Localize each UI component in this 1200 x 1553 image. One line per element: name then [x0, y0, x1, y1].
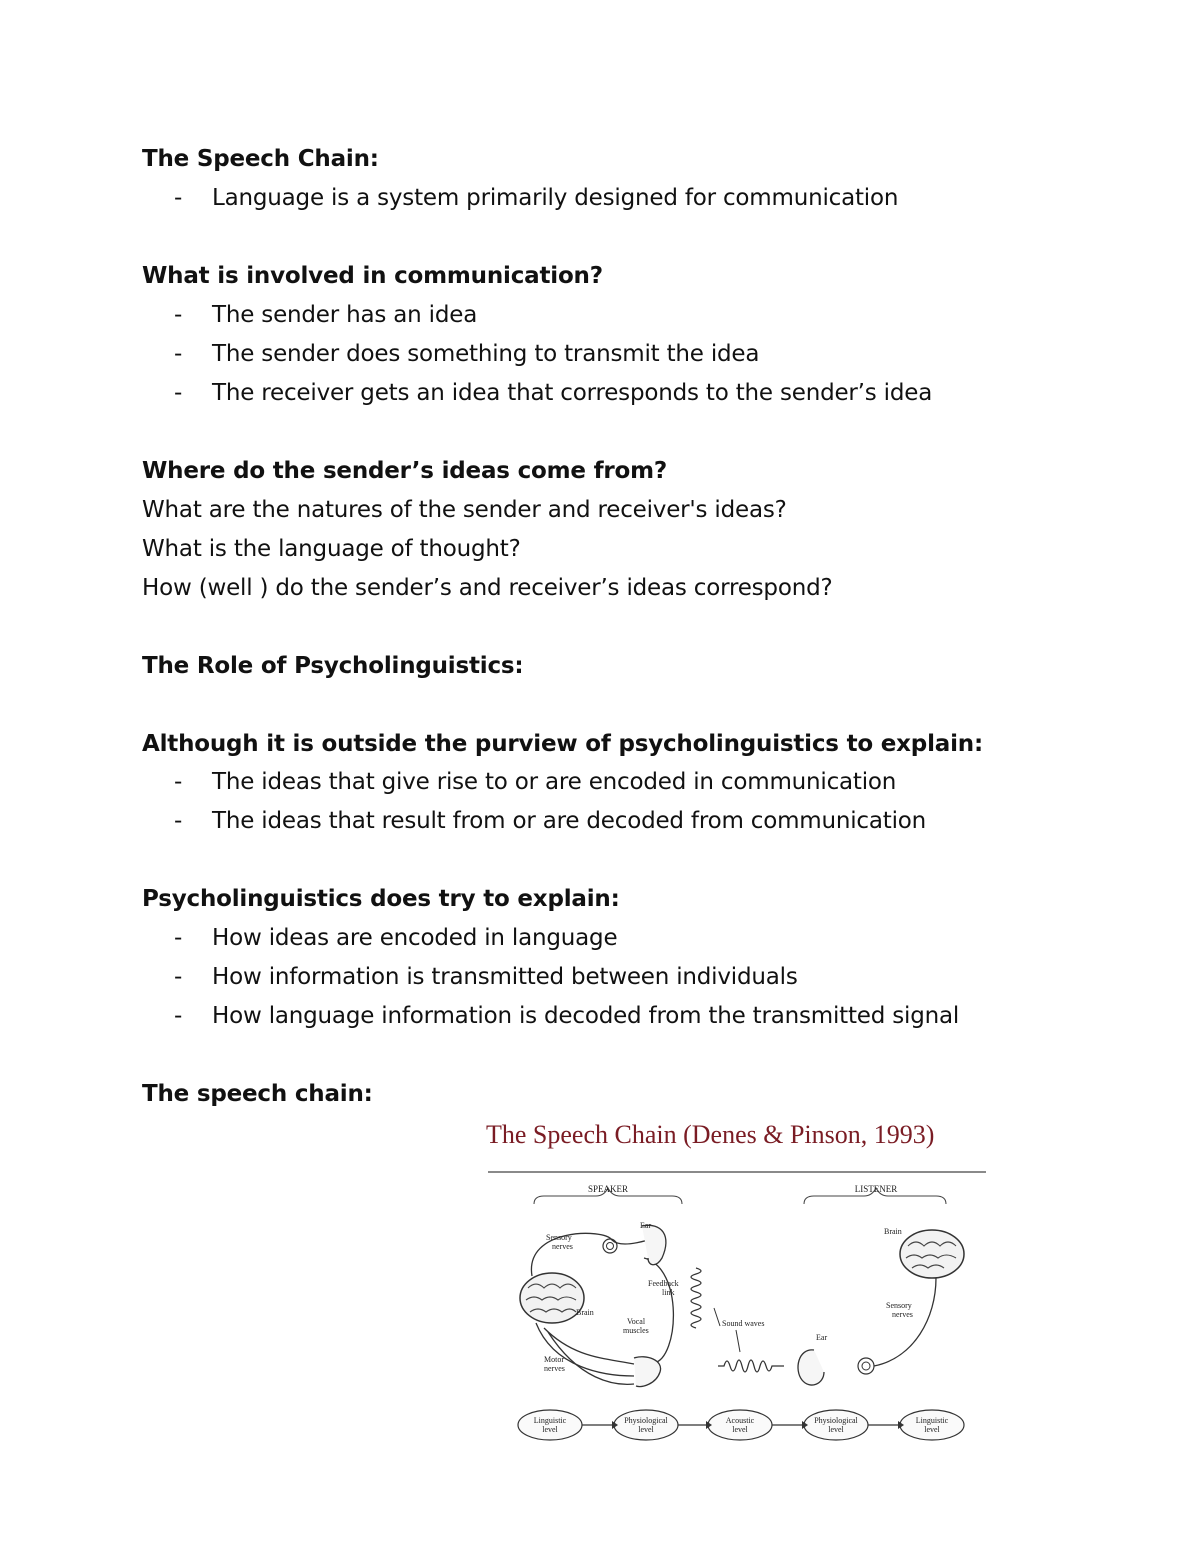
list-item-text: The sender has an idea — [212, 302, 478, 328]
bullet-dash: - — [174, 380, 183, 406]
vocal-label-1: Vocal — [627, 1317, 646, 1326]
listener-label: LISTENER — [854, 1184, 898, 1194]
vocal-label-2: muscles — [623, 1326, 649, 1335]
outside-heading: Although it is outside the purview of psycholinguistics to explain: — [142, 731, 983, 757]
bullet-dash: - — [174, 769, 183, 795]
brain-label: Brain — [884, 1227, 902, 1236]
role-heading: The Role of Psycholinguistics: — [142, 653, 524, 679]
sensory-label-1: Sensory — [886, 1301, 912, 1310]
sound-wave — [718, 1360, 784, 1372]
listener-brain-icon — [900, 1230, 964, 1278]
bullet-dash: - — [174, 302, 183, 328]
sensory-label-1: Sensory — [546, 1233, 572, 1242]
ear-label: Ear — [640, 1221, 652, 1230]
list-item-text: How information is transmitted between individuals — [212, 964, 798, 990]
bullet-dash: - — [174, 1003, 183, 1029]
listener-sensory-path — [874, 1278, 936, 1366]
bullet-dash: - — [174, 341, 183, 367]
sound-pointer-1 — [714, 1308, 720, 1326]
question-line: What is the language of thought? — [142, 536, 521, 562]
question-line: What are the natures of the sender and receiver's ideas? — [142, 497, 787, 523]
question-line: How (well ) do the sender’s and receiver’s ideas correspond? — [142, 575, 833, 601]
explain-heading: Psycholinguistics does try to explain: — [142, 886, 620, 912]
list-item-text: Language is a system primarily designed for communication — [212, 185, 899, 211]
list-item-text: The sender does something to transmit the idea — [212, 341, 760, 367]
speaker-mouth-icon — [634, 1357, 661, 1387]
list-item — [174, 806, 926, 836]
list-item-text: How ideas are encoded in language — [212, 925, 618, 951]
level-label: level — [732, 1425, 748, 1434]
level-label: level — [542, 1425, 558, 1434]
list-item-text: The receiver gets an idea that corresponds to the sender’s idea — [212, 380, 933, 406]
list-item-text: How language information is decoded from the transmitted signal — [212, 1003, 960, 1029]
bullet-dash: - — [174, 925, 183, 951]
level-label: Linguistic — [915, 1416, 949, 1425]
list-item-text: The ideas that result from or are decoded from communication — [212, 808, 927, 834]
speech-chain-heading: The Speech Chain: — [142, 146, 379, 172]
sensory-label-2: nerves — [892, 1310, 913, 1319]
list-item-text: The ideas that give rise to or are encoded in communication — [212, 769, 897, 795]
bullet-dash: - — [174, 185, 183, 211]
motor-label-2: nerves — [544, 1364, 565, 1373]
list-item — [174, 962, 798, 992]
figure-title: The Speech Chain (Denes & Pinson, 1993) — [486, 1120, 935, 1149]
speech-chain-diagram — [484, 1118, 994, 1453]
speech-chain-subheading: The speech chain: — [142, 1081, 373, 1107]
feedback-coil — [691, 1268, 701, 1328]
list-item — [174, 767, 896, 797]
ear-label: Ear — [816, 1333, 828, 1342]
feedback-label-1: Feedback — [648, 1279, 679, 1288]
level-label: Acoustic — [725, 1416, 755, 1425]
levels-row — [518, 1410, 964, 1440]
level-label: Physiological — [624, 1416, 668, 1425]
ideas-heading: Where do the sender’s ideas come from? — [142, 458, 668, 484]
list-item — [174, 339, 759, 369]
list-item — [174, 300, 477, 330]
communication-heading: What is involved in communication? — [142, 263, 603, 289]
level-label: level — [638, 1425, 654, 1434]
listener-ear-icon — [798, 1350, 874, 1385]
list-item — [174, 1001, 959, 1031]
feedback-label-2: link — [662, 1288, 675, 1297]
list-item — [174, 923, 617, 953]
motor-label-1: Motor — [544, 1355, 564, 1364]
speech-chain-figure — [484, 1118, 994, 1453]
vocal-path — [644, 1258, 673, 1363]
sound-waves-label: Sound waves — [722, 1319, 765, 1328]
brain-label: Brain — [576, 1308, 594, 1317]
speaker-brain-icon — [520, 1273, 584, 1323]
level-label: level — [924, 1425, 940, 1434]
level-label: level — [828, 1425, 844, 1434]
list-item — [174, 378, 932, 408]
speaker-ear-icon — [603, 1225, 666, 1264]
bullet-dash: - — [174, 808, 183, 834]
sensory-label-2: nerves — [552, 1242, 573, 1251]
level-label: Physiological — [814, 1416, 858, 1425]
level-label: Linguistic — [533, 1416, 567, 1425]
sound-pointer-2 — [736, 1330, 740, 1352]
speaker-label: SPEAKER — [587, 1184, 629, 1194]
bullet-dash: - — [174, 964, 183, 990]
list-item — [174, 183, 898, 213]
